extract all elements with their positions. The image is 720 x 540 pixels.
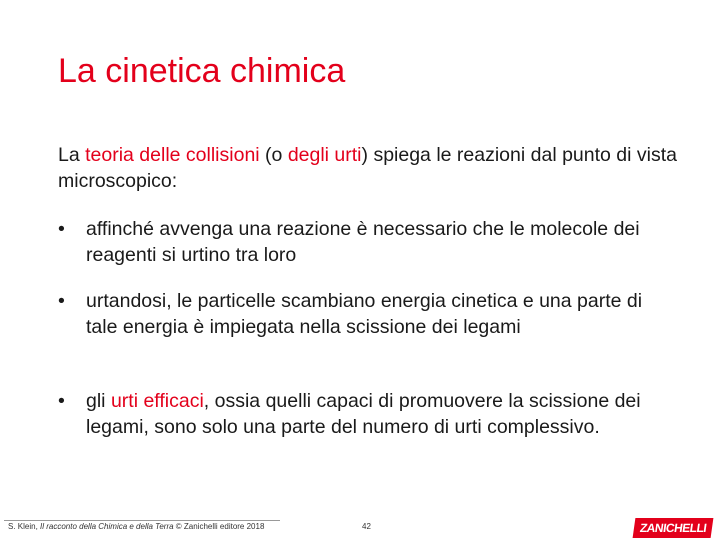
intro-paragraph: [58, 142, 678, 194]
footer-author: S. Klein,: [8, 522, 41, 531]
bullet-marker: •: [58, 390, 65, 412]
footer-credit: [8, 522, 264, 531]
page-number: 42: [362, 522, 371, 531]
bullet-text: , ossia quelli capaci di promuovere la scissione dei legami, sono solo una parte del numero di urti complessivo.: [86, 390, 641, 438]
slide-title: La cinetica chimica: [58, 52, 346, 90]
bullet-item: [58, 388, 678, 440]
intro-text: (o: [259, 144, 288, 166]
bullet-marker: •: [58, 218, 65, 240]
bullet-item: [58, 288, 678, 340]
bullet-text: urtandosi, le particelle scambiano energia cinetica e una parte di tale energia è impiegata nella scissione dei legami: [86, 290, 643, 338]
publisher-logo: ZANICHELLI: [632, 518, 713, 538]
intro-text: ) spiega le reazioni dal punto di vista microscopico:: [58, 144, 677, 192]
footer-book-title: Il racconto della Chimica e della Terra: [40, 522, 174, 531]
bullet-text: affinché avvenga una reazione è necessario che le molecole dei reagenti si urtino tra loro: [86, 218, 640, 266]
term-collisions: degli urti: [287, 144, 362, 166]
intro-text: La: [58, 144, 86, 166]
bullet-text: gli: [86, 390, 111, 412]
term-effective-collisions: urti efficaci: [110, 390, 204, 412]
bullet-marker: •: [58, 290, 65, 312]
bullet-item: [58, 216, 678, 268]
footer-publisher: © Zanichelli editore 2018: [173, 522, 265, 531]
footer-divider: [4, 520, 280, 521]
term-collision-theory: teoria delle collisioni: [85, 144, 260, 166]
